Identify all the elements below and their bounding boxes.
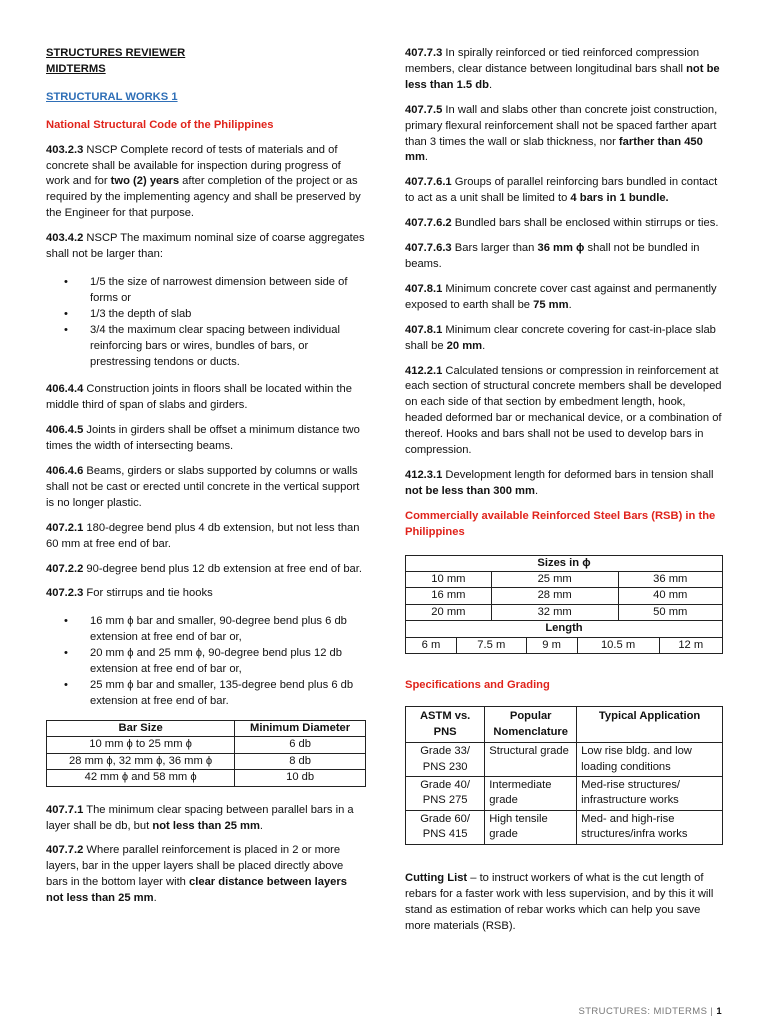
clause-emphasis: 4 bars in 1 bundle. [570, 192, 669, 205]
table-cell: 28 mm [491, 588, 618, 604]
footer-separator: | [707, 1006, 717, 1017]
para-407-7-6-2 [405, 216, 723, 232]
clause-emphasis: farther than 450 mm [405, 135, 703, 164]
table-cell: Med- and high-rise structures/infra works [577, 810, 723, 844]
length-title: Length [406, 621, 723, 637]
clause-text: In wall and slabs other than concrete joist construction, primary flexural reinforcement shall not be spaced farther apart than 3 times the wall or slab thickness, nor [405, 103, 718, 148]
definition-text: – to instruct workers of what is the cut length of rebars for a faster work with less supervision, and by this it will stand as estimation of rebar works which can help you save more materials (RSB). [405, 871, 714, 932]
term: Cutting List [405, 871, 468, 884]
table-header-row [47, 720, 366, 736]
clause-text: shall not be bundled in beams. [405, 242, 700, 270]
clause-number: 412.2.1 [405, 364, 443, 377]
clause-number: 407.7.6.1 [405, 176, 452, 189]
table-row [47, 770, 366, 786]
table-header-row [406, 707, 723, 743]
para-407-7-1 [46, 803, 366, 835]
table-cell: 12 m [659, 637, 722, 653]
clause-number: 407.7.5 [405, 103, 443, 116]
table-cell: Grade 33/ PNS 230 [406, 743, 485, 777]
para-407-7-6-1 [405, 175, 723, 207]
clause-text: In spirally reinforced or tied reinforced compression members, clear distance between longitudinal bars shall [405, 47, 700, 75]
table-cell: 42 mm ϕ and 58 mm ϕ [47, 770, 235, 786]
clause-text: after completion of the project or as required by the implementing agency and shall be preserved by the Engineer for that purpose. [46, 175, 361, 220]
para-406-4-5 [46, 423, 366, 455]
clause-number: 406.4.5 [46, 424, 84, 437]
clause-number: 412.3.1 [405, 468, 443, 481]
clause-emphasis: not be less than 1.5 db [405, 62, 720, 91]
table-cell: Grade 60/ PNS 415 [406, 810, 485, 844]
clause-number: 407.7.2 [46, 844, 84, 857]
table-header: Popular Nomenclature [485, 707, 577, 743]
para-407-7-5 [405, 103, 723, 167]
table-row [406, 637, 723, 653]
table-cell: 10.5 m [577, 637, 659, 653]
para-406-4-4 [46, 382, 366, 414]
table-row [47, 753, 366, 769]
table-row [406, 621, 723, 637]
clause-text: 90-degree bend plus 12 db extension at free end of bar. [83, 562, 362, 575]
table-header: Bar Size [47, 720, 235, 736]
clause-text: For stirrups and tie hooks [83, 587, 213, 600]
clause-number: 407.7.6.3 [405, 242, 452, 255]
table-cell: 10 mm ϕ to 25 mm ϕ [47, 737, 235, 753]
table-cell: Grade 40/ PNS 275 [406, 777, 485, 811]
para-407-7-6-3 [405, 241, 723, 273]
clause-number: 407.2.2 [46, 562, 84, 575]
table-cell: 9 m [526, 637, 577, 653]
list-item: • 25 mm ϕ bar and smaller, 135-degree bend plus 6 db extension at free end of bar. [64, 678, 366, 710]
table-row [406, 588, 723, 604]
table-cell: 40 mm [618, 588, 722, 604]
table-row [406, 555, 723, 571]
table-row [406, 604, 723, 620]
spec-table [405, 706, 723, 845]
cutting-list-para [405, 871, 723, 935]
table-row [406, 572, 723, 588]
table-cell: 6 m [406, 637, 457, 653]
spec-heading: Specifications and Grading [405, 679, 550, 692]
hook-list [64, 614, 366, 709]
clause-number: 406.4.4 [46, 383, 84, 396]
para-403-4-2 [46, 231, 366, 263]
clause-emphasis: not be less than 300 mm [405, 484, 535, 497]
clause-text: Calculated tensions or compression in reinforcement at each section of structural concrete members shall be developed on each side of that section by embedment length, hook, headed deformed bar or mechanical device, or a combination of thereof. Hooks and bars shall not be used to develop bars in compression. [405, 364, 722, 457]
table-cell: Structural grade [485, 743, 577, 777]
clause-number: 407.2.1 [46, 521, 84, 534]
table-cell: 20 mm [406, 604, 492, 620]
clause-text: . [259, 819, 264, 832]
rsb-table [405, 555, 723, 655]
table-row [406, 743, 723, 777]
section-heading: STRUCTURAL WORKS 1 [46, 90, 178, 103]
clause-text: Bars larger than [451, 242, 538, 255]
left-column [46, 46, 366, 916]
table-cell: Intermediate grade [485, 777, 577, 811]
table-row [47, 737, 366, 753]
clause-emphasis: clear distance between layers not less than 25 mm [46, 876, 347, 905]
table-cell: 28 mm ϕ, 32 mm ϕ, 36 mm ϕ [47, 753, 235, 769]
para-407-8-1-slab [405, 323, 723, 355]
para-412-3-1 [405, 468, 723, 500]
table-header: Typical Application [577, 707, 723, 743]
table-cell: 25 mm [491, 572, 618, 588]
clause-number: 407.7.1 [46, 803, 84, 816]
clause-number: 407.7.3 [405, 47, 443, 59]
doc-title: STRUCTURES REVIEWER [46, 47, 186, 59]
clause-text: Beams, girders or slabs supported by columns or walls shall not be cast or erected until concrete in the vertical support is no longer plastic. [46, 465, 360, 509]
para-407-2-3 [46, 586, 366, 602]
list-item: • 16 mm ϕ bar and smaller, 90-degree bend plus 6 db extension at free end of bar or, [64, 614, 366, 646]
aggregate-list [64, 275, 366, 370]
clause-emphasis: 75 mm [533, 298, 569, 311]
clause-text: Construction joints in floors shall be located within the middle third of span of slabs and girders. [46, 383, 352, 412]
table-header: ASTM vs. PNS [406, 707, 485, 743]
clause-emphasis: 20 mm [446, 339, 483, 352]
table-cell: 6 db [235, 737, 366, 753]
para-406-4-6 [46, 464, 366, 512]
table-cell: Low rise bldg. and low loading conditions [577, 743, 723, 777]
right-column [405, 46, 723, 943]
table-cell: Med-rise structures/ infrastructure works [577, 777, 723, 811]
rsb-heading: Commercially available Reinforced Steel Bars (RSB) in the Philippines [405, 509, 716, 538]
code-title: National Structural Code of the Philippines [46, 118, 274, 131]
clause-text: . [424, 151, 429, 164]
para-403-2-3 [46, 143, 366, 223]
clause-text: 180-degree bend plus 4 db extension, but not less than 60 mm at free end of bar. [46, 521, 360, 550]
para-412-2-1 [405, 364, 723, 459]
clause-text: NSCP Complete record of tests of materials and of concrete shall be available for inspection during progress of work and for [46, 143, 341, 188]
table-cell: 50 mm [618, 604, 722, 620]
footer-label: STRUCTURES: MIDTERMS [578, 1006, 708, 1017]
clause-text: Groups of parallel reinforcing bars bundled in contact to act as a unit shall be limited to [405, 176, 718, 205]
table-cell: 7.5 m [457, 637, 527, 653]
list-item: • 20 mm ϕ and 25 mm ϕ, 90-degree bend plus 12 db extension at free end of bar or, [64, 646, 366, 678]
list-item: • 1/5 the size of narrowest dimension between side of forms or [64, 275, 366, 307]
para-407-2-1 [46, 521, 366, 553]
bar-size-table [46, 720, 366, 787]
clause-number: 407.7.6.2 [405, 217, 452, 230]
clause-number: 403.4.2 [46, 232, 84, 245]
clause-text: Joints in girders shall be offset a minimum distance two times the width of intersecting beams. [46, 424, 360, 453]
table-cell: High tensile grade [485, 810, 577, 844]
clause-number: 406.4.6 [46, 465, 84, 478]
clause-text: . [482, 339, 486, 352]
table-row [406, 810, 723, 844]
table-cell: 10 mm [406, 572, 492, 588]
clause-text: . [488, 78, 493, 91]
page-footer [578, 1005, 722, 1018]
table-cell: 8 db [235, 753, 366, 769]
clause-number: 407.2.3 [46, 587, 84, 600]
table-cell: 32 mm [491, 604, 618, 620]
clause-text: Where parallel reinforcement is placed in 2 or more layers, bar in the upper layers shall be placed directly above bars in the bottom layer with [46, 844, 344, 889]
para-407-7-2 [46, 843, 366, 907]
clause-text: Bundled bars shall be enclosed within stirrups or ties. [451, 217, 719, 230]
table-cell: 16 mm [406, 588, 492, 604]
list-item: • 1/3 the depth of slab [64, 307, 366, 323]
para-407-2-2 [46, 562, 366, 578]
clause-text: . [534, 484, 539, 497]
table-row [406, 777, 723, 811]
clause-number: 407.8.1 [405, 282, 443, 295]
clause-text: . [568, 298, 572, 311]
para-407-8-1-cover [405, 282, 723, 314]
list-item: • 3/4 the maximum clear spacing between individual reinforcing bars or wires, bundles of bars, or prestressing tendons or ducts. [64, 323, 366, 371]
clause-text: Minimum concrete cover cast against and permanently exposed to earth shall be [405, 282, 717, 311]
clause-emphasis: not less than 25 mm [152, 819, 260, 832]
doc-subtitle: MIDTERMS [46, 62, 106, 75]
clause-number: 407.8.1 [405, 323, 443, 336]
clause-text: NSCP The maximum nominal size of coarse aggregates shall not be larger than: [46, 232, 365, 261]
table-cell: 36 mm [618, 572, 722, 588]
sizes-title: Sizes in ϕ [406, 555, 723, 571]
clause-number: 403.2.3 [46, 143, 84, 156]
para-407-7-3 [405, 46, 723, 94]
clause-emphasis: 36 mm ϕ [537, 242, 585, 255]
clause-text: . [153, 892, 157, 905]
clause-text: Development length for deformed bars in tension shall [442, 468, 714, 481]
clause-text: Minimum clear concrete covering for cast-in-place slab shall be [405, 323, 716, 352]
table-cell: 10 db [235, 770, 366, 786]
clause-emphasis: two (2) years [110, 175, 180, 188]
page-number: 1 [716, 1006, 722, 1017]
clause-text: The minimum clear spacing between parallel bars in a layer shall be db, but [46, 803, 354, 832]
table-header: Minimum Diameter [235, 720, 366, 736]
